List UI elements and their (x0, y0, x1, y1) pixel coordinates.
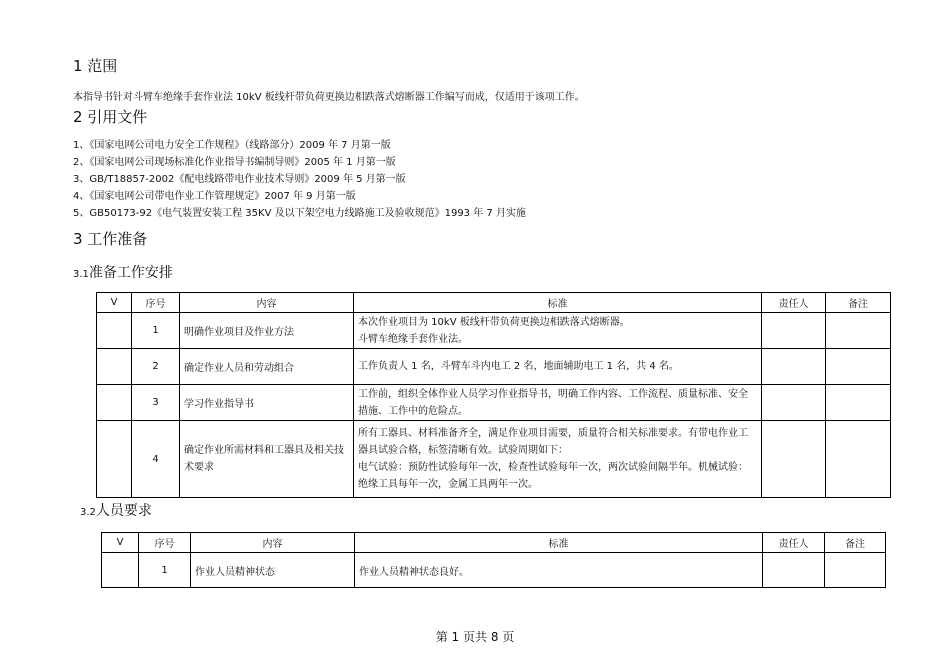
check-cell[interactable] (97, 313, 132, 349)
prep-arrangement-table (96, 292, 891, 498)
remarks-cell[interactable] (825, 553, 886, 588)
header-standard: 标准 (354, 293, 762, 313)
check-cell[interactable] (97, 349, 132, 385)
header-standard: 标准 (355, 533, 763, 553)
section-3-1-title (73, 262, 173, 282)
standard-line: 工作前，组织全体作业人员学习作业指导书，明确工作内容、工作流程、质量标准、安全措施、工作中的危险点。 (358, 388, 748, 417)
section-number: 3.1 (73, 269, 89, 280)
remarks-cell[interactable] (826, 349, 891, 385)
row-number: 1 (139, 553, 191, 588)
remarks-cell[interactable] (826, 385, 891, 421)
reference-item: 4、《国家电网公司带电作业工作管理规定》2007 年 9 月第一版 (73, 191, 356, 202)
row-number: 4 (132, 421, 180, 498)
check-cell[interactable] (97, 421, 132, 498)
table-header-row (97, 293, 891, 313)
section-1-title: 1 范围 (73, 57, 118, 75)
check-cell[interactable] (102, 553, 139, 588)
row-content: 作业人员精神状态 (191, 553, 355, 588)
table-row (97, 421, 891, 498)
reference-item: 3、GB/T18857-2002《配电线路带电作业技术导则》2009 年 5 月第一版 (73, 174, 406, 185)
responsible-cell[interactable] (762, 385, 826, 421)
personnel-requirements-table (101, 532, 886, 588)
reference-item: 2、《国家电网公司现场标准化作业指导书编制导则》2005 年 1 月第一版 (73, 157, 396, 168)
standard-line: 工作负责人 1 名，斗臂车斗内电工 2 名，地面辅助电工 1 名，共 4 名。 (358, 361, 679, 372)
header-check: V (97, 293, 132, 313)
check-cell[interactable] (97, 385, 132, 421)
section-3-2-title (80, 500, 152, 520)
reference-item: 1、《国家电网公司电力安全工作规程》（线路部分）2009 年 7 月第一版 (73, 140, 391, 151)
responsible-cell[interactable] (762, 313, 826, 349)
responsible-cell[interactable] (763, 553, 825, 588)
header-content: 内容 (180, 293, 354, 313)
row-content: 明确作业项目及作业方法 (180, 313, 354, 349)
section-3-title: 3 工作准备 (73, 230, 148, 248)
standard-line: 本次作业项目为 10kV 板线杆带负荷更换边相跌落式熔断器。 (358, 316, 630, 328)
standard-line: 电气试验：预防性试验每年一次，检查性试验每年一次，两次试验间隔半年。机械试验：绝缘工具每年一次，金属工具两年一次。 (358, 462, 748, 490)
standard-line: 斗臂车绝缘手套作业法。 (358, 333, 468, 345)
row-content: 学习作业指导书 (180, 385, 354, 421)
section-number: 3.2 (80, 507, 96, 518)
row-number: 1 (132, 313, 180, 349)
standard-line: 所有工器具、材料准备齐全，满足作业项目需要，质量符合相关标准要求。有带电作业工器具试验合格，标签清晰有效。试验周期如下： (358, 428, 748, 456)
row-content: 确定作业所需材料和工器具及相关技术要求 (180, 421, 354, 498)
row-standard (354, 313, 762, 349)
section-heading: 人员要求 (95, 503, 152, 519)
remarks-cell[interactable] (826, 313, 891, 349)
row-standard (354, 385, 762, 421)
table-row (102, 553, 886, 588)
responsible-cell[interactable] (762, 421, 826, 498)
header-check: V (102, 533, 139, 553)
section-heading: 准备工作安排 (88, 265, 173, 281)
row-standard: 作业人员精神状态良好。 (355, 553, 763, 588)
header-responsible: 责任人 (763, 533, 825, 553)
header-responsible: 责任人 (762, 293, 826, 313)
page-footer: 第 1 页共 8 页 (435, 630, 515, 644)
table-row (97, 349, 891, 385)
remarks-cell[interactable] (826, 421, 891, 498)
responsible-cell[interactable] (762, 349, 826, 385)
header-content: 内容 (191, 533, 355, 553)
header-number: 序号 (139, 533, 191, 553)
row-number: 2 (132, 349, 180, 385)
table-row (97, 385, 891, 421)
table-row (97, 313, 891, 349)
reference-item: 5、GB50173-92《电气装置安装工程 35KV 及以下架空电力线路施工及验收规范》1993 年 7 月实施 (73, 208, 526, 219)
row-standard (354, 421, 762, 498)
table-header-row (102, 533, 886, 553)
row-standard (354, 349, 762, 385)
row-number: 3 (132, 385, 180, 421)
header-remarks: 备注 (825, 533, 886, 553)
section-2-title: 2 引用文件 (73, 108, 148, 126)
header-remarks: 备注 (826, 293, 891, 313)
row-content: 确定作业人员和劳动组合 (180, 349, 354, 385)
section-1-text: 本指导书针对斗臂车绝缘手套作业法 10kV 板线杆带负荷更换边相跌落式熔断器工作编写而成，仅适用于该项工作。 (73, 92, 585, 103)
header-number: 序号 (132, 293, 180, 313)
reference-list (73, 137, 526, 222)
